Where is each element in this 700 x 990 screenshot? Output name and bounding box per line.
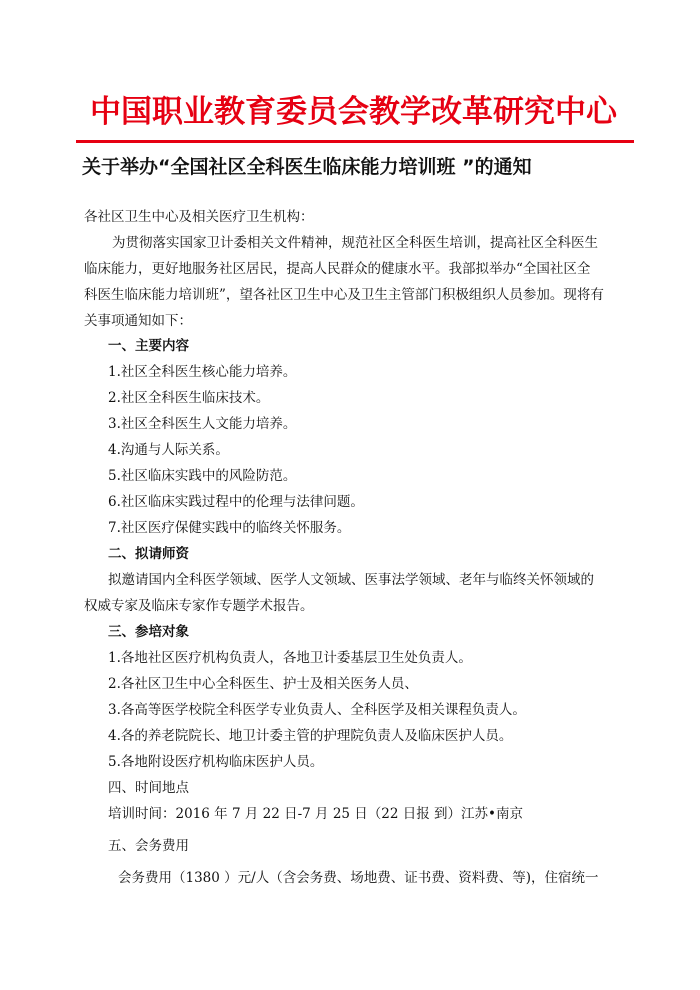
- document-title: 关于举办“全国社区全科医生临床能力培训班 ”的通知: [82, 156, 532, 178]
- section-3-item: 2.各社区卫生中心全科医生、护士及相关医务人员、: [108, 676, 418, 692]
- section-1-item: 5.社区临床实践中的风险防范。: [108, 468, 297, 484]
- section-3-heading: 三、参培对象: [108, 624, 189, 640]
- section-1-item: 1.社区全科医生核心能力培养。: [108, 364, 297, 380]
- intro-line-3: 科医生临床能力培训班”，望各社区卫生中心及卫生主管部门积极组织人员参加。现将有: [84, 287, 604, 303]
- section-3-item: 3.各高等医学校院全科医学专业负责人、全科医学及相关课程负责人。: [108, 702, 526, 718]
- intro-line-4: 关事项通知如下：: [84, 313, 192, 329]
- section-1-item: 6.社区临床实践过程中的伦理与法律问题。: [108, 494, 364, 510]
- section-1-heading: 一、主要内容: [108, 338, 189, 354]
- section-2-line-2: 权威专家及临床专家作专题学术报告。: [84, 598, 314, 614]
- section-4-text: 培训时间：2016 年 7 月 22 日-7 月 25 日（22 日报 到）江苏•南京: [108, 806, 524, 822]
- section-3-item: 1.各地社区医疗机构负责人，各地卫计委基层卫生处负责人。: [108, 650, 472, 666]
- salutation: 各社区卫生中心及相关医疗卫生机构：: [84, 209, 314, 225]
- section-5-heading: 五、会务费用: [108, 838, 189, 854]
- section-1-item: 3.社区全科医生人文能力培养。: [108, 416, 297, 432]
- section-5-text: 会务费用（1380 ）元/人（含会务费、场地费、证书费、资料费、等)，住宿统一: [118, 870, 599, 886]
- intro-line-1: 为贯彻落实国家卫计委相关文件精神，规范社区全科医生培训，提高社区全科医生: [112, 235, 598, 251]
- section-1-item: 2.社区全科医生临床技术。: [108, 390, 270, 406]
- section-3-item: 5.各地附设医疗机构临床医护人员。: [108, 754, 324, 770]
- section-2-heading: 二、拟请师资: [108, 546, 189, 562]
- section-4-heading: 四、时间地点: [108, 780, 189, 796]
- section-2-line-1: 拟邀请国内全科医学领域、医学人文领域、医事法学领域、老年与临终关怀领域的: [108, 572, 594, 588]
- section-1-item: 4.沟通与人际关系。: [108, 442, 229, 458]
- organization-name: 中国职业教育委员会教学改革研究中心: [90, 94, 617, 130]
- section-1-item: 7.社区医疗保健实践中的临终关怀服务。: [108, 520, 351, 536]
- header-divider: [76, 140, 634, 143]
- intro-line-2: 临床能力，更好地服务社区居民，提高人民群众的健康水平。我部拟举办“全国社区全: [84, 261, 591, 277]
- section-3-item: 4.各的养老院院长、地卫计委主管的护理院负责人及临床医护人员。: [108, 728, 513, 744]
